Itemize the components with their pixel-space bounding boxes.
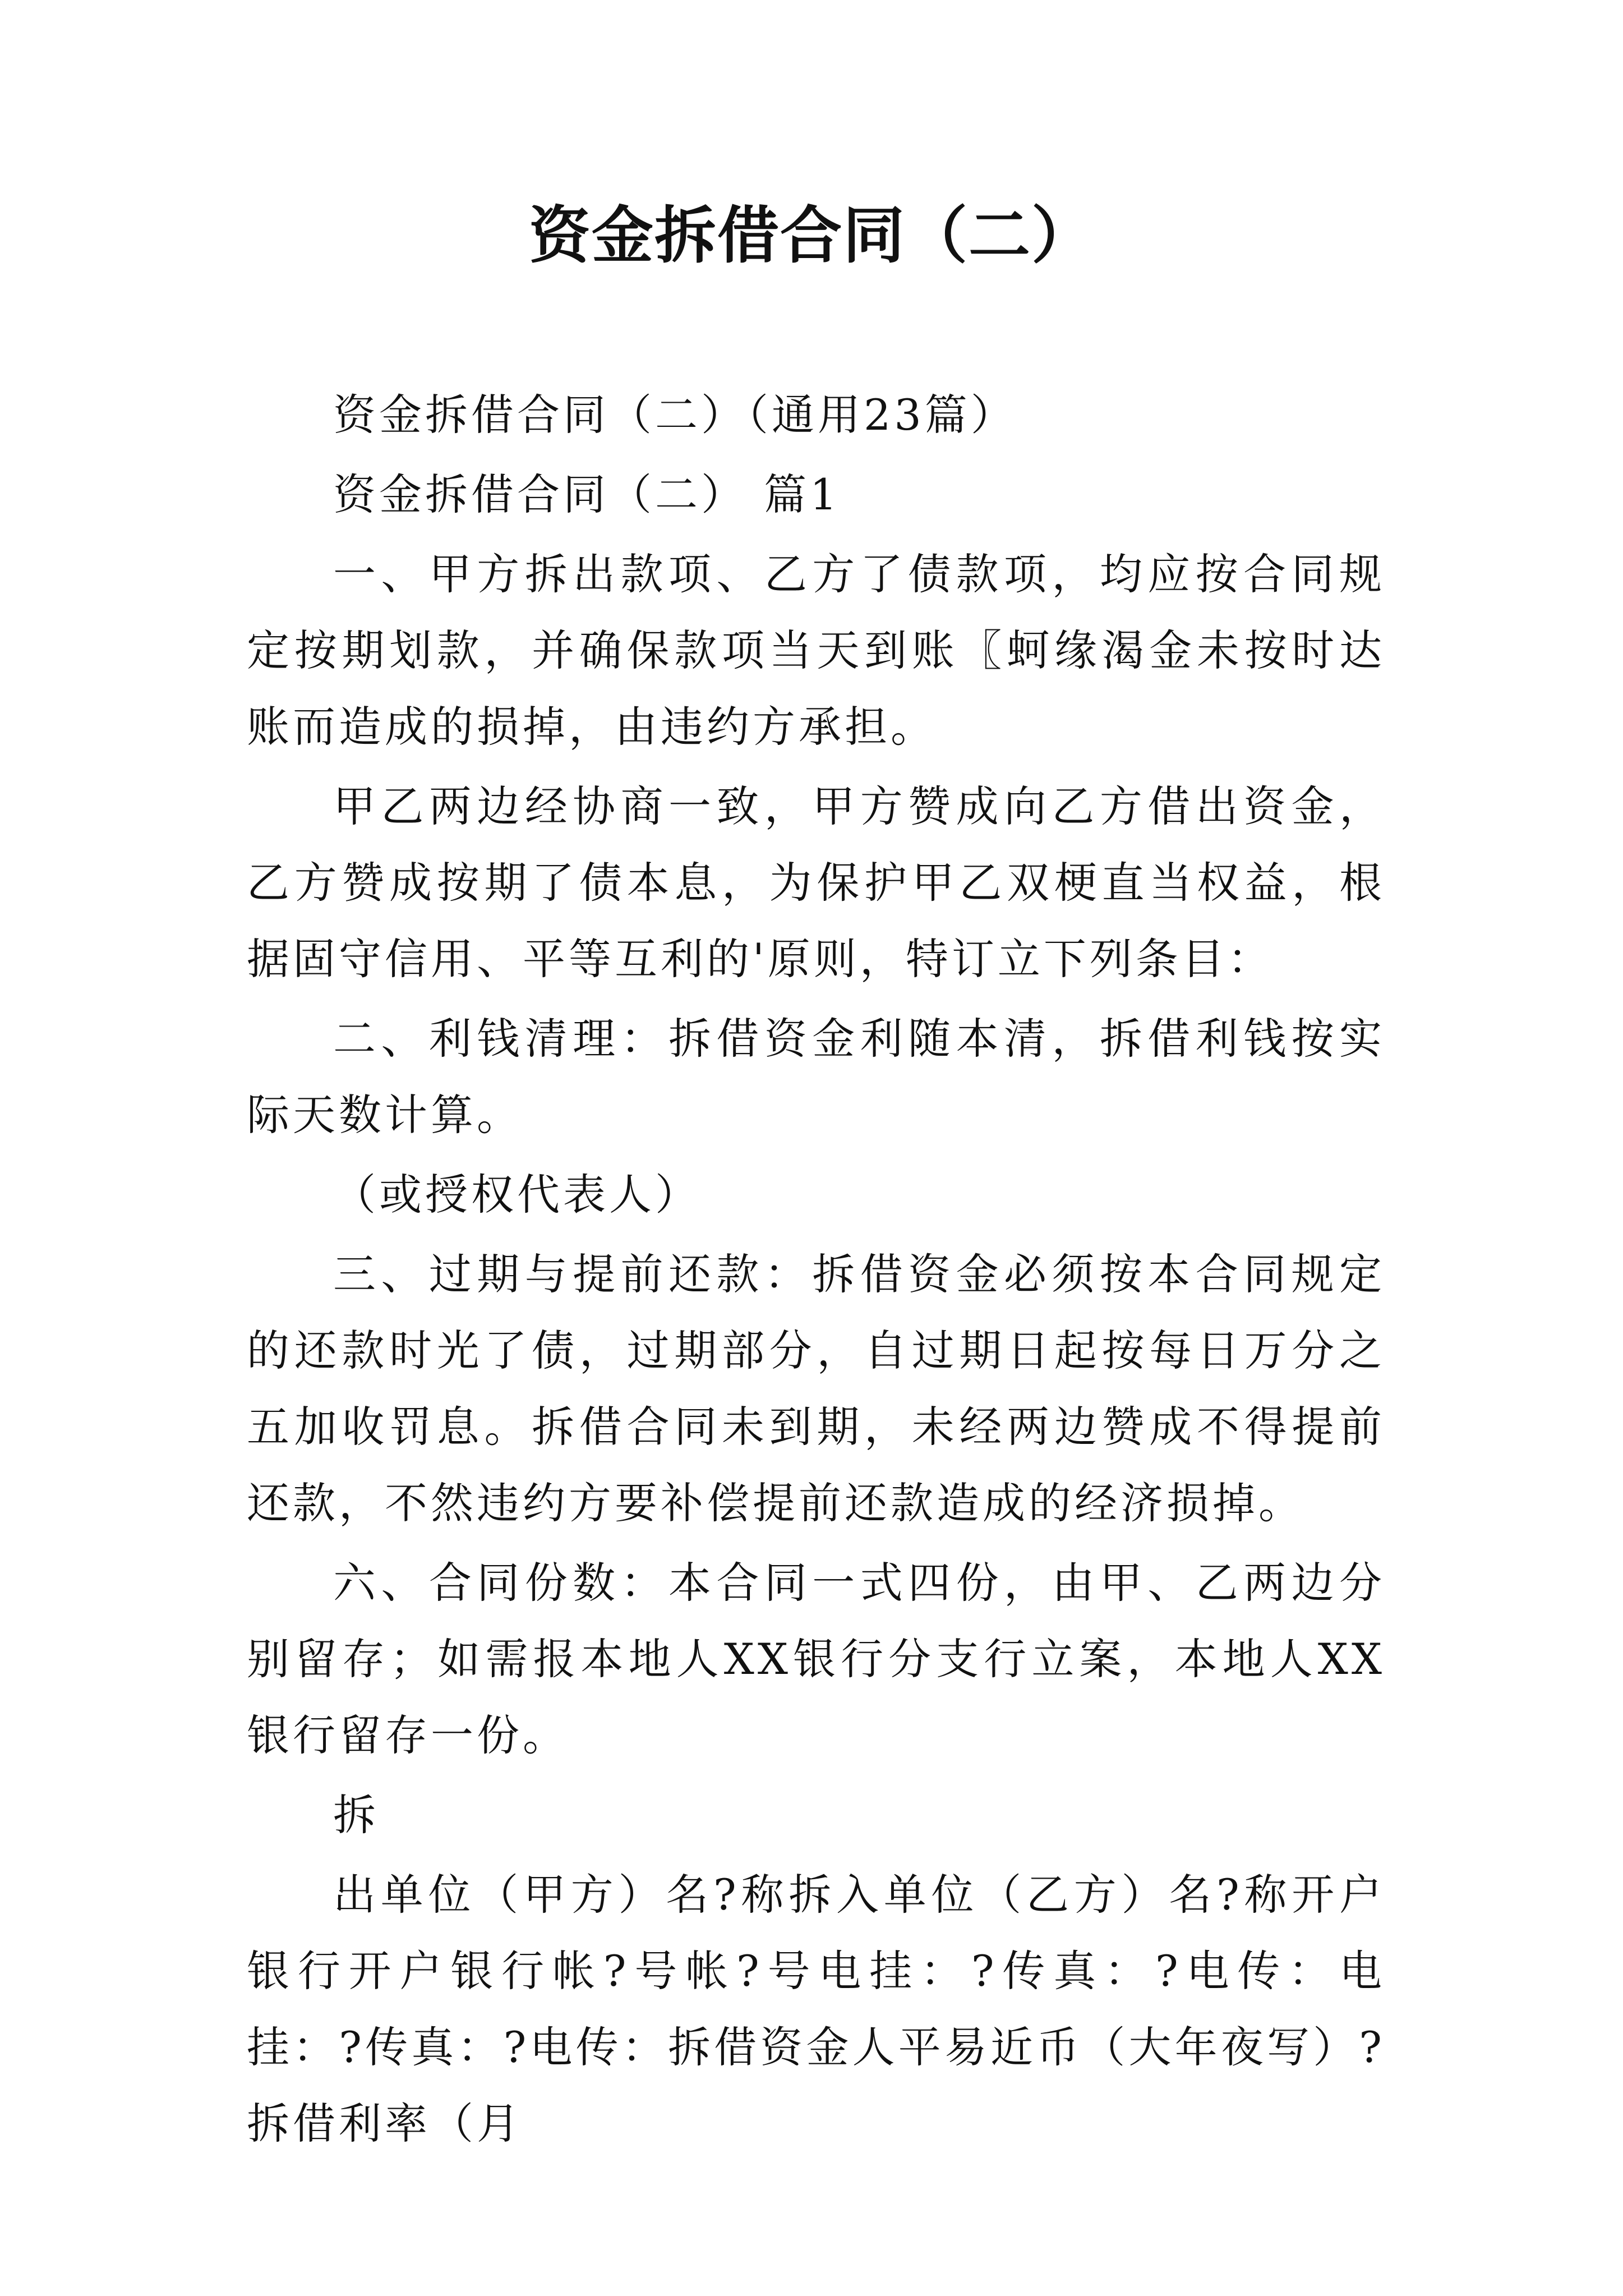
document-title: 资金拆借合同（二）: [529, 199, 1094, 272]
paragraph: 资金拆借合同（二） 篇1: [333, 470, 841, 519]
paragraph: 资金拆借合同（二）（通用23篇）: [333, 390, 1017, 440]
document-body: [247, 377, 1385, 2165]
paragraph: 出单位（甲方）名?称拆入单位（乙方）名?称开户银行开户银行帐?号帐?号电挂：?传真：?电传：电挂：?传真：?电传：拆借资金人平易近币（大年夜写）?拆借利率（月: [247, 1870, 1385, 2148]
paragraph: （或授权代表人）: [333, 1170, 701, 1220]
paragraph: 三、过期与提前还款：拆借资金必须按本合同规定的还款时光了债，过期部分，自过期日起按每日万分之五加收罚息。拆借合同未到期，未经两边赞成不得提前还款，不然违约方要补偿提前还款造成的经济损掉。: [247, 1249, 1385, 1528]
paragraph: 二、利钱清理：拆借资金利随本清，拆借利钱按实际天数计算。: [247, 1014, 1385, 1140]
paragraph: 拆: [333, 1790, 379, 1840]
paragraph: 甲乙两边经协商一致，甲方赞成向乙方借出资金，乙方赞成按期了债本息，为保护甲乙双梗直当权益，根据固守信用、平等互利的'原则，特订立下列条目：: [247, 781, 1385, 984]
paragraph: 一、甲方拆出款项、乙方了债款项，均应按合同规定按期划款，并确保款项当天到账〖蚵缘渴金未按时达账而造成的损掉，由违约方承担。: [247, 549, 1385, 752]
paragraph: 六、合同份数：本合同一式四份，由甲、乙两边分别留存；如需报本地人XX银行分支行立案，本地人XX银行留存一份。: [247, 1558, 1385, 1760]
